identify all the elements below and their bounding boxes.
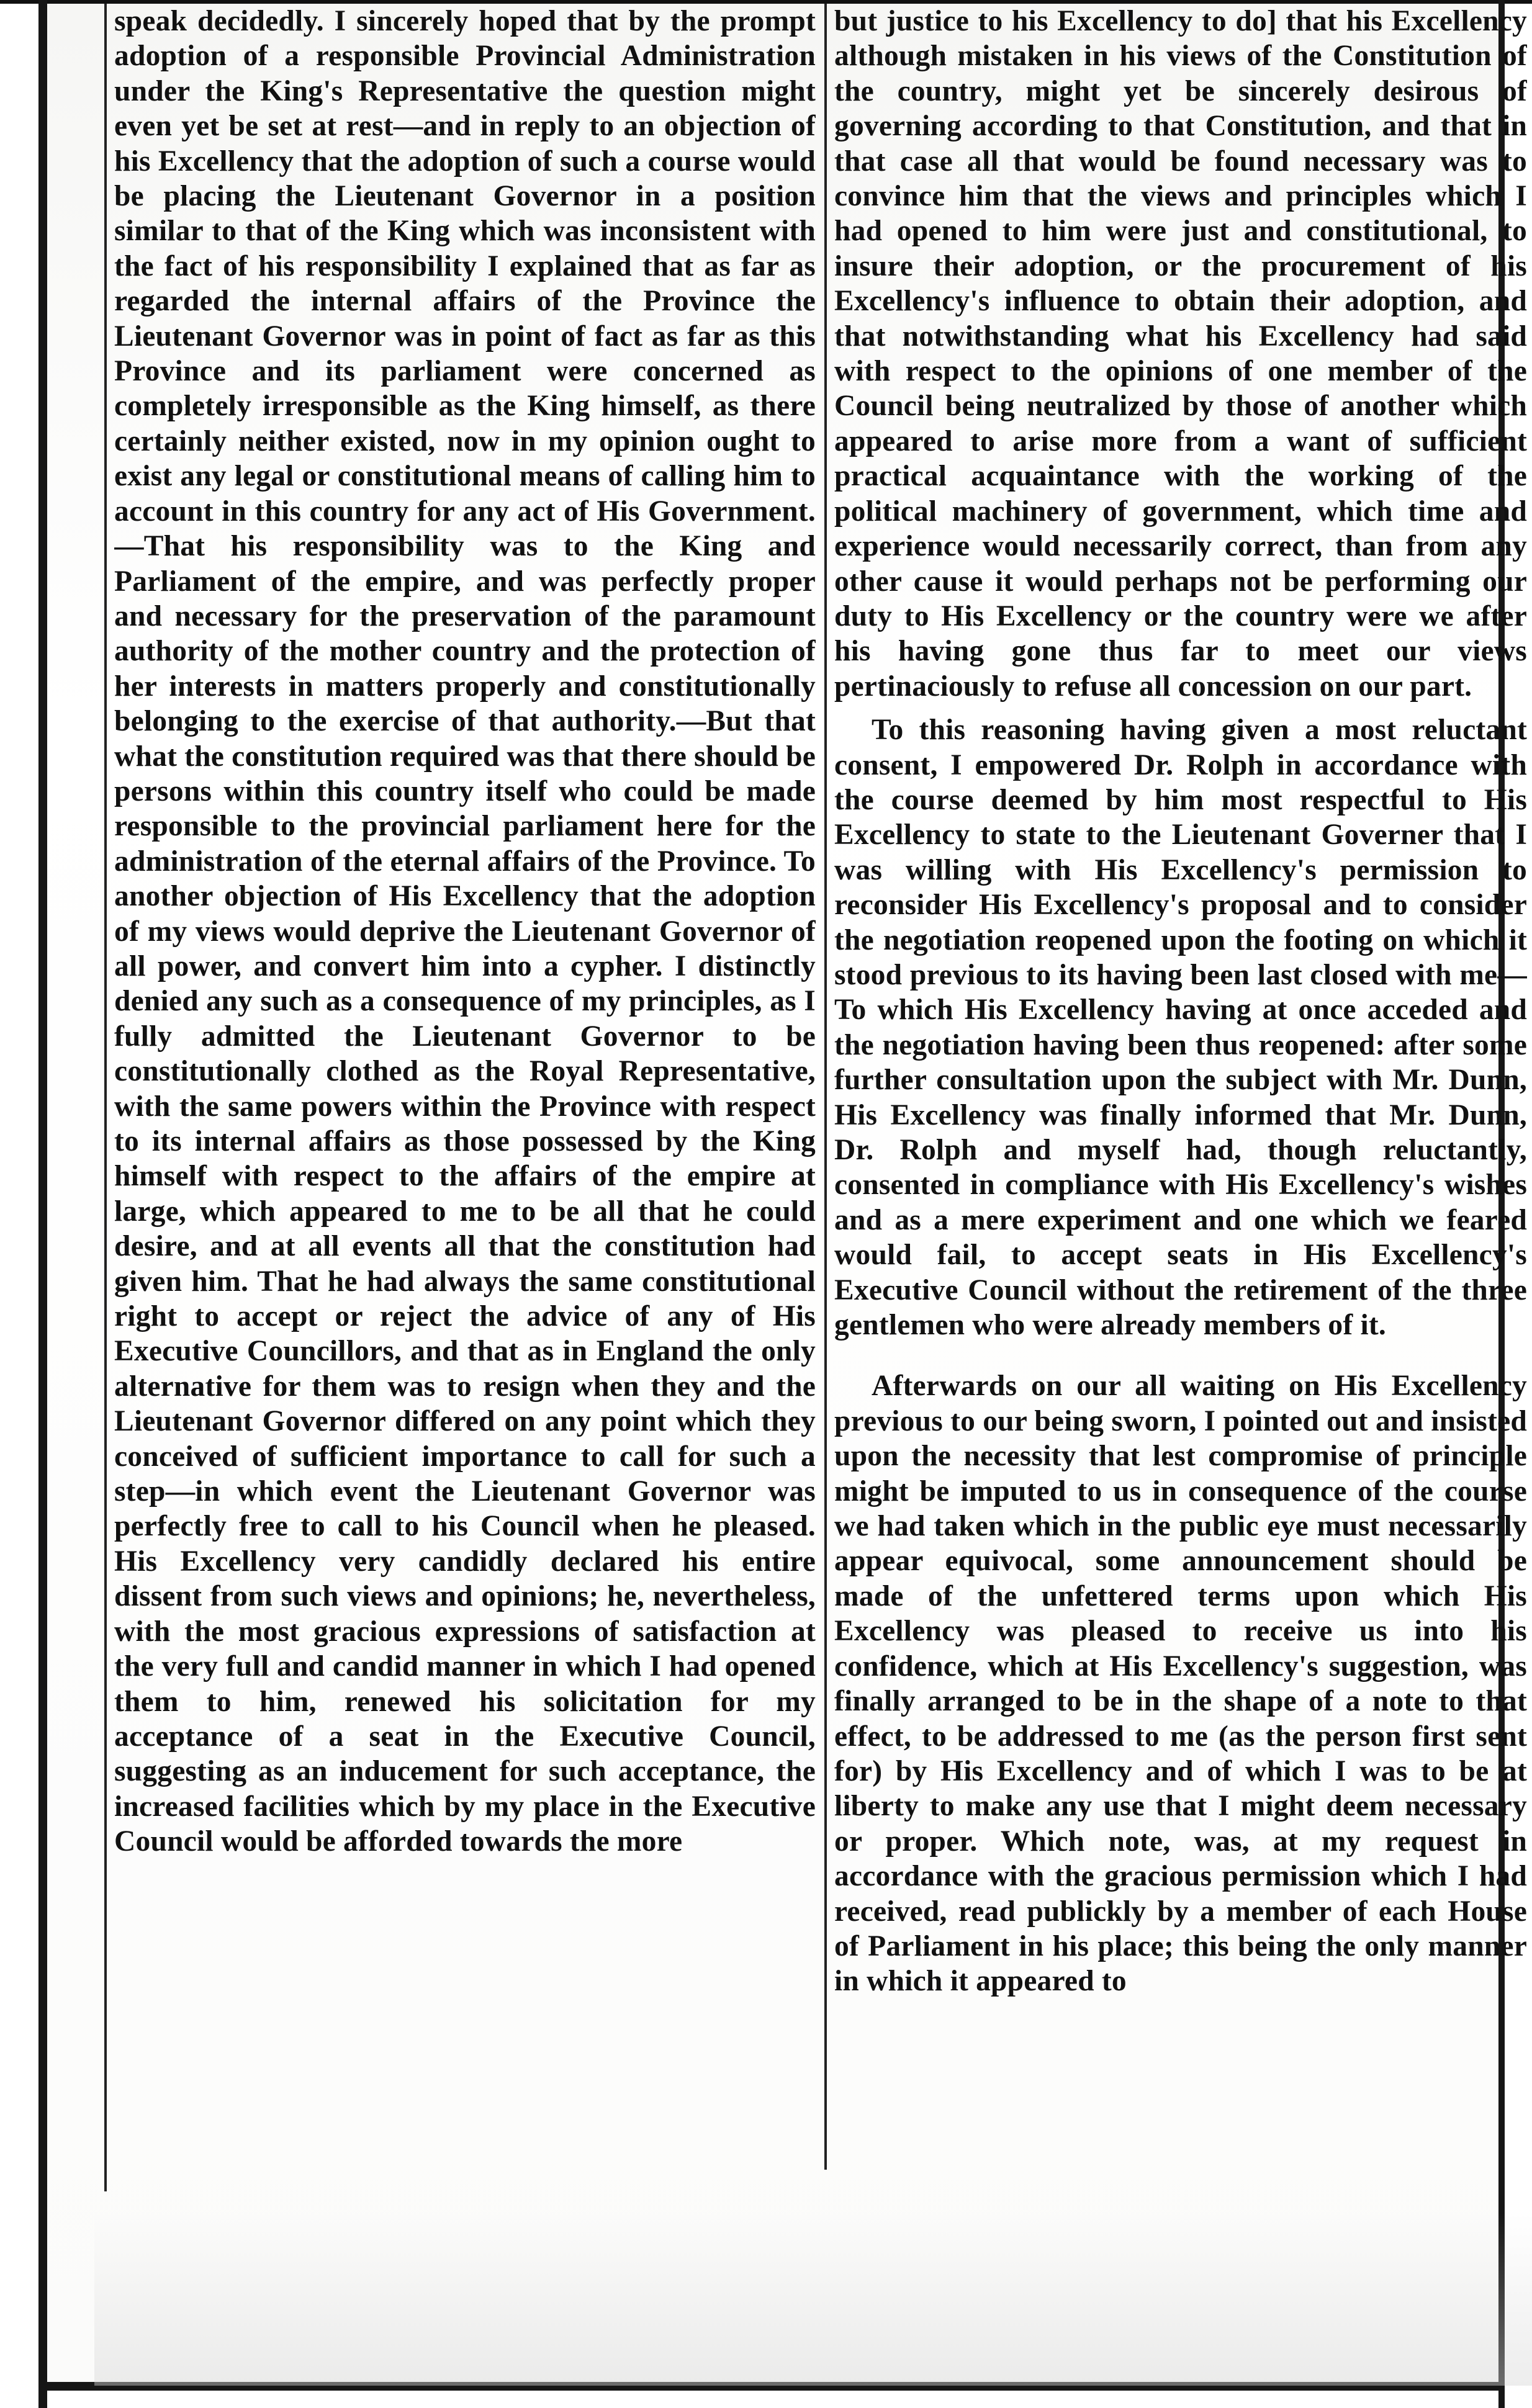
scan-bottom-margin bbox=[94, 2213, 1532, 2386]
left-paragraph-1: speak decidedly. I sincerely hoped that by the prompt adoption of a responsible Provincial Administration under the King's Representative the question might even yet be set at rest—and in reply to an objection of his Excellency that the adoption of such a course would be placing the Lieutenant Governor in a position similar to that of the King which was inconsistent with the fact of his responsibility I explained that as far as regarded the internal affairs of the Province the Lieutenant Governor was in point of fact as far as this Province and its parliament were concerned as completely irresponsible as the King himself, as there certainly neither existed, now in my opinion ought to exist any legal or constitutional means of calling him to account in this country for any act of His Government. —That his responsibility was to the King and Parliament of the empire, and was perfectly proper and necessary for the preservation of the paramount authority of the mother country and the protection of her interests in matters properly and constitutionally belonging to the exercise of that authority.—But that what the constitution required was that there should be persons within this country itself who could be made responsible to the provincial parliament here for the administration of the eternal affairs of the Province. To another objection of His Excellency that the adoption of my views would deprive the Lieutenant Governor of all power, and convert him into a cypher. I distinctly denied any such as a consequence of my principles, as I fully admitted the Lieutenant Governor to be constitutionally clothed as the Royal Representative, with the same powers within the Province with respect to its internal affairs as those possessed by the King himself with respect to the affairs of the empire at large, which appeared to me to be all that he could desire, and at all events all that the constitution had given him. That he had always the same constitutional right to accept or reject the advice of any of His Executive Councillors, and that as in England the only alternative for them was to resign when they and the Lieutenant Governor differed on any point which they conceived of sufficient importance to call for such a step—in which event the Lieutenant Governor was perfectly free to call to his Council when he pleased. His Excellency very candidly declared his entire dissent from such views and opinions; he, nevertheless, with the most gracious expressions of satisfaction at the very full and candid manner in which I had opened them to him, renewed his solicitation for my acceptance of a seat in the Executive Council, suggesting as an inducement for such acceptance, the increased facilities which by my place in the Executive Council would be afforded towards the more bbox=[114, 5, 816, 1858]
paragraph-gap bbox=[834, 1342, 1527, 1368]
column-rule-left bbox=[104, 4, 107, 2191]
left-text-column bbox=[114, 4, 816, 2182]
right-paragraph-1: but justice to his Excellency to do] that his Excellency although mistaken in his views of the Constitution of the country, might yet be sincerely desirous of governing according to that Constitution, and that in that case all that would be found necessary was to convince him that the views and principles which I had opened to him were just and constitutional, to insure their adoption, or the procurement of his Excellency's influence to obtain their adoption, and that notwithstanding what his Excellency had said with respect to the opinions of one member of the Council being neutralized by those of another which appeared to arise more from a want of sufficient practical acquaintance with the working of the political machinery of government, which time and experience would necessarily correct, than from any other cause it would perhaps not be performing our duty to His Excellency or the country were we after his having gone thus far to meet our views pertinaciously to refuse all concession on our part. bbox=[834, 5, 1527, 703]
scan-frame-left bbox=[38, 0, 47, 2408]
right-text-column bbox=[834, 4, 1527, 2182]
paragraph-gap bbox=[834, 704, 1527, 712]
right-paragraph-3: Afterwards on our all waiting on His Excellency previous to our being sworn, I pointed out and insisted upon the necessity that lest compromise of principle might be imputed to us in consequence of the course we had taken which in the public eye must necessarily appear equivocal, some announcement should be made of the unfettered terms upon which His Excellency was pleased to receive us into his confidence, which at His Excellency's suggestion, was finally arranged to be in the shape of a note to that effect, to be addressed to me (as the person first sent for) by His Excellency and of which I was to be at liberty to make any use that I might deem necessary or proper. Which note, was, at my request in accordance with the gracious permission which I had received, read publickly by a member of each House of Parliament in his place; this being the only manner in which it appeared to bbox=[834, 1370, 1527, 1998]
column-rule-middle bbox=[824, 4, 827, 2170]
right-paragraph-2: To this reasoning having given a most reluctant consent, I empowered Dr. Rolph in accordance with the course deemed by him most respectful to His Excellency to state to the Lieutenant Governer that I was willing with His Excellency's permission to reconsider His Excellency's proposal and to consider the negotiation reopened upon the footing on which it stood previous to its having been last closed with me—To which His Excellency having at once acceded and the negotiation having been thus reopened: after some further consultation upon the subject with Mr. Dunn, His Excellency was finally informed that Mr. Dunn, Dr. Rolph and myself had, though reluctantly, consented in compliance with His Excellency's wishes and as a mere experiment and one which we feared would fail, to accept seats in His Excellency's Executive Council without the retirement of the three gentlemen who were already members of it. bbox=[834, 714, 1527, 1342]
newspaper-page bbox=[47, 4, 1527, 2382]
